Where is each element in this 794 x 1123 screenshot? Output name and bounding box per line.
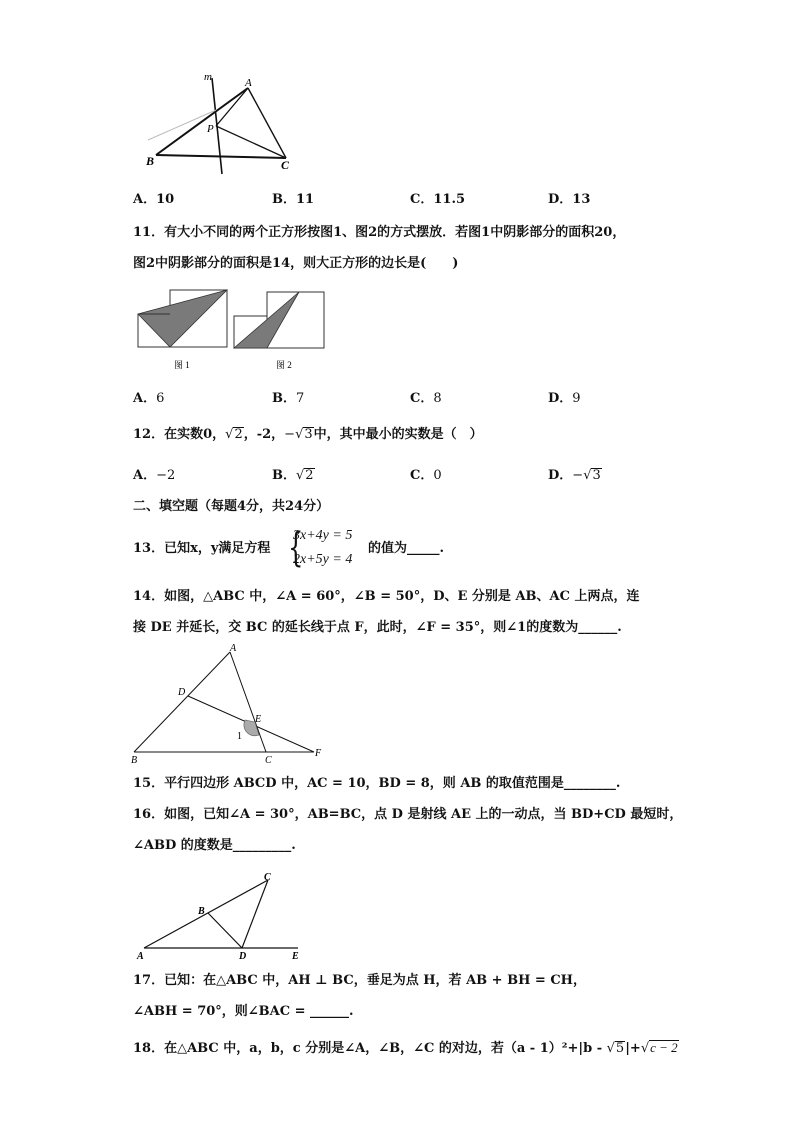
q10-figure [128, 70, 298, 180]
q11-option-a [133, 390, 164, 408]
q15-text: 15．平行四边形 ABCD 中，AC = 10，BD = 8，则 AB 的取值范围是________. [133, 776, 621, 791]
sqrt-sign: √ [295, 427, 304, 442]
q12-neg: − [284, 427, 296, 442]
q11-option-d [548, 390, 581, 408]
sqrt-sign: √ [296, 468, 305, 483]
q12-prefix: 12．在实数0， [133, 427, 226, 442]
label-B: B [146, 154, 155, 168]
q13-prefix: 13．已知x，y满足方程 [133, 541, 271, 556]
option-letter: D． [548, 468, 573, 483]
option-letter: C． [410, 391, 434, 406]
q16-figure [132, 866, 312, 962]
q11-text-line2: 图2中阴影部分的面积是14，则大正方形的边长是( ) [133, 256, 459, 271]
q16-text-line1: 16．如图，已知∠A = 30°，AB=BC，点 D 是射线 AE 上的一动点，当 BD+CD 最短时， [133, 807, 683, 822]
option-letter: A． [133, 468, 157, 483]
option-value: 11.5 [433, 192, 466, 207]
q10-option-a [133, 191, 174, 209]
segment-AB [156, 88, 248, 155]
q18-sqrt5: 5 [615, 1041, 625, 1056]
q10-option-b [272, 191, 314, 209]
q18-mid: |+ [625, 1041, 641, 1056]
label-A: A [245, 77, 252, 89]
option-value: 2 [305, 468, 314, 483]
q16-text-line2: ∠ABD 的度数是_________. [133, 838, 296, 853]
label-C: C [281, 158, 290, 172]
option-letter: C． [410, 192, 434, 207]
option-value: −2 [156, 468, 176, 483]
label-D: D [239, 951, 247, 962]
label-C: C [265, 755, 272, 766]
sqrt-sign: √ [640, 1041, 650, 1056]
label-P: P [207, 123, 214, 135]
option-value: 9 [572, 391, 581, 406]
segment-AC [248, 88, 286, 158]
q12-option-d [548, 467, 602, 485]
label-F: F [315, 748, 322, 759]
q12-text [133, 426, 483, 444]
label-1: 1 [237, 731, 242, 742]
option-root: 3 [592, 468, 601, 483]
q10-option-d [548, 191, 590, 209]
equation-brace: { [288, 525, 304, 571]
option-value: − [572, 468, 584, 483]
option-value: 13 [572, 192, 591, 207]
option-letter: A． [133, 192, 157, 207]
label-E: E [255, 714, 262, 725]
label-m: m [204, 71, 212, 83]
label-B: B [198, 906, 205, 917]
q11-text-line1: 11．有大小不同的两个正方形按图1、图2的方式摆放．若图1中阴影部分的面积20， [133, 225, 626, 240]
label-A: A [230, 643, 237, 654]
q18-text [133, 1040, 679, 1058]
option-letter: A． [133, 391, 157, 406]
q11-figure-1 [138, 290, 227, 347]
q11-option-b [272, 390, 304, 408]
q13-suffix: 的值为_____. [368, 541, 445, 556]
option-letter: B． [272, 468, 296, 483]
segment-BD [208, 913, 242, 948]
fig1-caption: 图 1 [174, 360, 190, 370]
section-title: 二、填空题（每题4分，共24分） [133, 499, 330, 514]
q17-text-line1: 17．已知：在△ABC 中，AH ⊥ BC，垂足为点 H，若 AB + BH = CH， [133, 973, 586, 988]
segment-AC [230, 652, 266, 752]
option-value: 11 [296, 192, 315, 207]
sqrt-sign: √ [606, 1041, 615, 1056]
q14-figure [128, 642, 328, 767]
q13-eq1: 3x+4y = 5 [293, 528, 353, 543]
q14-text-line1: 14．如图，△ABC 中，∠A = 60°，∠B = 50°，D、E 分别是 AB、AC 上两点，连 [133, 589, 640, 604]
option-value: 0 [433, 468, 442, 483]
option-value: 10 [156, 192, 175, 207]
option-value: 8 [433, 391, 442, 406]
q10-option-c [410, 191, 465, 209]
option-letter: D． [548, 391, 573, 406]
q14-text-line2: 接 DE 并延长，交 BC 的延长线于点 F，此时，∠F = 35°，则∠1的度数为______. [133, 620, 622, 635]
option-letter: C． [410, 468, 434, 483]
label-C: C [264, 872, 271, 883]
q13-eq2: 2x+5y = 4 [293, 552, 353, 567]
label-D: D [178, 687, 186, 698]
sqrt-sign: √ [583, 468, 592, 483]
option-value: 7 [296, 391, 305, 406]
sqrt-sign: √ [225, 427, 234, 442]
option-value: 6 [156, 391, 165, 406]
segment-PC [216, 126, 286, 158]
label-B: B [131, 755, 138, 766]
option-letter: B． [272, 391, 296, 406]
q12-option-c [410, 467, 442, 485]
q12-sqrt2: 2 [234, 427, 243, 442]
q12-option-a [133, 467, 175, 485]
fig2-caption: 图 2 [276, 360, 292, 370]
q18-prefix: 18．在△ABC 中，a，b，c 分别是∠A，∠B，∠C 的对边，若（a - 1）²+|b - [133, 1041, 607, 1056]
segment-CD [242, 880, 268, 948]
q12-suffix: 中，其中最小的实数是（ ） [313, 427, 483, 442]
segment-AB [134, 652, 230, 752]
label-E: E [292, 951, 299, 962]
segment-AC [144, 880, 268, 948]
option-letter: D． [548, 192, 573, 207]
q11-figure-2 [234, 292, 324, 348]
q12-mid: ，-2， [243, 427, 285, 442]
q18-sqrtc: c − 2 [650, 1040, 678, 1055]
q12-option-b [272, 467, 315, 485]
q11-option-c [410, 390, 442, 408]
label-A: A [137, 951, 144, 962]
q11-figures [134, 284, 334, 374]
q12-sqrt3: 3 [304, 427, 313, 442]
q17-text-line2: ∠ABH = 70°，则∠BAC = ______. [133, 1004, 354, 1019]
option-letter: B． [272, 192, 296, 207]
